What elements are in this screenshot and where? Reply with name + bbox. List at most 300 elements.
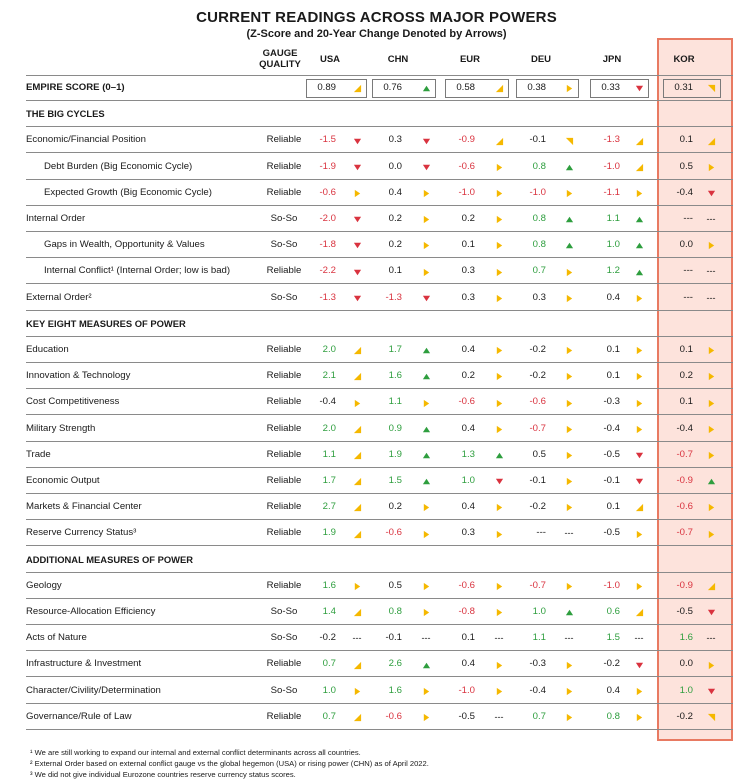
score-kor: 0.0	[679, 658, 693, 670]
empire-score-row	[26, 75, 733, 101]
arrow-down-right-icon	[703, 75, 719, 101]
arrow-down-icon	[703, 180, 719, 206]
arrow-right-icon	[418, 232, 434, 258]
arrow-up-right-icon	[631, 127, 647, 153]
score-usa: 1.6	[322, 579, 336, 591]
arrow-right-icon	[491, 180, 507, 206]
arrow-up-right-icon	[349, 442, 365, 468]
arrow-right-icon	[631, 573, 647, 599]
score-chn: -0.6	[385, 710, 402, 722]
table-row	[26, 389, 733, 415]
row-label: External Order²	[26, 291, 92, 303]
arrow-up-icon	[418, 337, 434, 363]
arrow-up-icon	[703, 468, 719, 494]
score-kor: -0.7	[676, 448, 693, 460]
score-eur: -0.6	[458, 579, 475, 591]
no-change-dash: ---	[352, 633, 362, 644]
score-usa: 1.7	[322, 475, 336, 486]
score-eur: -0.9	[458, 134, 475, 146]
no-change-dash: ---	[706, 266, 716, 277]
arrow-right-icon	[561, 468, 577, 494]
score-usa: 2.0	[322, 422, 336, 434]
table-row	[26, 468, 733, 494]
arrow-up-right-icon	[349, 704, 365, 730]
arrow-right-icon	[703, 442, 719, 468]
gauge-quality: Reliable	[266, 186, 302, 198]
table-top-border	[26, 75, 733, 76]
no-change-dash: ---	[706, 633, 716, 644]
score-deu: -0.7	[529, 422, 546, 434]
arrow-right-icon	[349, 389, 365, 415]
score-usa: -2.0	[319, 213, 336, 224]
score-deu: -0.2	[529, 344, 546, 355]
arrow-right-icon	[491, 258, 507, 284]
arrow-up-right-icon	[349, 337, 365, 363]
arrow-up-icon	[631, 206, 647, 232]
gauge-header-line1: GAUGE	[262, 48, 298, 59]
gauge-quality: So-So	[270, 684, 298, 696]
arrow-right-icon	[703, 363, 719, 389]
table-row	[26, 520, 733, 546]
score-usa: -2.2	[319, 265, 336, 277]
no-change-dash: ---	[421, 633, 431, 644]
score-jpn: -1.1	[603, 186, 620, 198]
row-label: Expected Growth (Big Economic Cycle)	[44, 186, 212, 198]
row-label: Governance/Rule of Law	[26, 710, 132, 722]
arrow-right-icon	[418, 206, 434, 232]
row-label: EMPIRE SCORE (0–1)	[26, 82, 125, 93]
row-label: Character/Civility/Determination	[26, 684, 161, 696]
arrow-right-icon	[418, 389, 434, 415]
arrow-right-icon	[631, 704, 647, 730]
arrow-up-right-icon	[491, 127, 507, 153]
table-row	[26, 625, 733, 651]
no-change-dash: ---	[634, 633, 644, 644]
score-usa: 0.89	[317, 82, 336, 93]
arrow-down-icon	[349, 127, 365, 153]
arrow-right-icon	[418, 258, 434, 284]
arrow-right-icon	[418, 704, 434, 730]
table-row	[26, 494, 733, 520]
score-eur: -0.6	[458, 396, 475, 408]
row-label: Resource-Allocation Efficiency	[26, 606, 156, 617]
country-header-kor: KOR	[673, 54, 695, 65]
score-eur: -0.8	[458, 606, 475, 617]
country-header-usa: USA	[319, 54, 341, 65]
arrow-right-icon	[491, 285, 507, 311]
arrow-up-icon	[418, 75, 434, 101]
arrow-right-icon	[703, 494, 719, 520]
row-divider	[26, 729, 733, 730]
footnote: ² External Order based on external conflict gauge vs the global hegemon (USA) or rising power (CHN) as of April 2022.	[30, 759, 429, 768]
score-eur: 0.1	[461, 632, 475, 644]
score-eur: 0.2	[461, 213, 475, 224]
gauge-quality: So-So	[270, 239, 298, 251]
score-eur: -1.0	[458, 684, 475, 696]
score-eur: 0.2	[461, 370, 475, 382]
score-chn: 0.1	[388, 265, 402, 277]
arrow-up-right-icon	[631, 599, 647, 625]
row-label: Geology	[26, 579, 62, 591]
arrow-right-icon	[561, 416, 577, 442]
arrow-down-icon	[491, 468, 507, 494]
country-header-deu: DEU	[530, 54, 552, 65]
arrow-right-icon	[631, 285, 647, 311]
score-jpn: -1.0	[603, 579, 620, 591]
gauge-quality: Reliable	[266, 160, 302, 172]
arrow-up-icon	[418, 442, 434, 468]
arrow-up-icon	[561, 154, 577, 180]
gauge-quality: Reliable	[266, 527, 302, 539]
table-row	[26, 154, 733, 180]
arrow-up-right-icon	[349, 494, 365, 520]
score-deu: -0.4	[529, 684, 546, 696]
row-label: Cost Competitiveness	[26, 396, 120, 408]
score-kor: 0.0	[679, 239, 693, 251]
score-jpn: -0.3	[603, 396, 620, 408]
arrow-right-icon	[418, 599, 434, 625]
score-chn: -1.3	[385, 291, 402, 303]
score-chn: 1.6	[388, 684, 402, 696]
score-eur: 0.4	[461, 344, 475, 355]
gauge-quality: So-So	[270, 606, 298, 617]
arrow-right-icon	[631, 520, 647, 546]
arrow-right-icon	[631, 389, 647, 415]
arrow-right-icon	[703, 154, 719, 180]
score-deu: 0.3	[532, 291, 546, 303]
score-usa: 1.9	[322, 527, 336, 539]
arrow-right-icon	[491, 520, 507, 546]
table-row	[26, 573, 733, 599]
score-deu: 0.8	[532, 213, 546, 224]
arrow-down-icon	[703, 678, 719, 704]
score-eur: 0.3	[461, 291, 475, 303]
arrow-right-icon	[491, 363, 507, 389]
gauge-quality: Reliable	[266, 370, 302, 382]
section-label: KEY EIGHT MEASURES OF POWER	[26, 317, 186, 329]
score-chn: 2.6	[388, 658, 402, 670]
score-chn: 0.9	[388, 422, 402, 434]
score-deu: -0.6	[529, 396, 546, 408]
score-kor: 0.1	[679, 344, 693, 355]
arrow-down-icon	[349, 285, 365, 311]
gauge-quality: Reliable	[266, 501, 302, 513]
arrow-right-icon	[561, 651, 577, 677]
score-deu: -0.7	[529, 579, 546, 591]
score-eur: 0.4	[461, 658, 475, 670]
score-chn: 0.3	[388, 134, 402, 146]
arrow-right-icon	[561, 180, 577, 206]
row-label: Markets & Financial Center	[26, 501, 142, 513]
score-usa: 2.0	[322, 344, 336, 355]
score-usa: 0.7	[322, 710, 336, 722]
score-eur: -1.0	[458, 186, 475, 198]
score-jpn: 0.8	[606, 710, 620, 722]
score-chn: -0.6	[385, 527, 402, 539]
arrow-up-icon	[631, 232, 647, 258]
arrow-up-right-icon	[631, 154, 647, 180]
score-kor: 0.5	[679, 160, 693, 172]
gauge-quality: Reliable	[266, 134, 302, 146]
score-jpn: 0.1	[606, 501, 620, 513]
arrow-right-icon	[418, 678, 434, 704]
score-usa: 2.7	[322, 501, 336, 513]
section-header-row	[26, 547, 733, 573]
arrow-down-right-icon	[703, 704, 719, 730]
score-chn: 1.9	[388, 448, 402, 460]
score-eur: 0.4	[461, 501, 475, 513]
score-eur: 0.1	[461, 239, 475, 251]
score-usa: -0.2	[319, 632, 336, 644]
gauge-quality: Reliable	[266, 344, 302, 355]
arrow-right-icon	[491, 154, 507, 180]
arrow-up-right-icon	[631, 494, 647, 520]
arrow-right-icon	[491, 232, 507, 258]
row-label: Reserve Currency Status³	[26, 527, 137, 539]
score-kor: -0.4	[676, 186, 693, 198]
score-chn: 0.2	[388, 213, 402, 224]
arrow-up-right-icon	[349, 599, 365, 625]
score-deu: -0.3	[529, 658, 546, 670]
gauge-quality-header	[248, 48, 312, 70]
score-kor: ---	[683, 291, 693, 303]
table-row	[26, 180, 733, 206]
score-jpn: -0.5	[603, 527, 620, 539]
footnote: ³ We did not give individual Eurozone countries reserve currency status scores.	[30, 770, 296, 779]
row-label: Internal Order	[26, 213, 86, 224]
table-row	[26, 442, 733, 468]
gauge-quality: Reliable	[266, 658, 302, 670]
table-row	[26, 258, 733, 284]
table-row	[26, 206, 733, 232]
arrow-right-icon	[418, 520, 434, 546]
no-change-dash: ---	[706, 292, 716, 303]
score-eur: 0.4	[461, 422, 475, 434]
arrow-right-icon	[491, 416, 507, 442]
score-eur: 1.3	[461, 448, 475, 460]
arrow-right-icon	[703, 337, 719, 363]
score-usa: -1.5	[319, 134, 336, 146]
score-usa: 1.4	[322, 606, 336, 617]
score-jpn: -0.2	[603, 658, 620, 670]
score-jpn: 0.1	[606, 344, 620, 355]
score-jpn: 0.4	[606, 684, 620, 696]
score-jpn: 0.6	[606, 606, 620, 617]
arrow-right-icon	[491, 337, 507, 363]
score-chn: 0.2	[388, 501, 402, 513]
score-deu: 1.1	[532, 632, 546, 644]
arrow-up-icon	[561, 206, 577, 232]
arrow-right-icon	[561, 75, 577, 101]
score-kor: ---	[683, 265, 693, 277]
score-deu: 0.7	[532, 265, 546, 277]
score-chn: 0.8	[388, 606, 402, 617]
arrow-right-icon	[349, 573, 365, 599]
country-header-eur: EUR	[459, 54, 481, 65]
arrow-up-icon	[418, 363, 434, 389]
score-chn: 1.6	[388, 370, 402, 382]
arrow-down-icon	[631, 75, 647, 101]
arrow-down-icon	[631, 651, 647, 677]
score-deu: -0.2	[529, 370, 546, 382]
table-row	[26, 285, 733, 311]
score-deu: 0.7	[532, 710, 546, 722]
section-header-row	[26, 101, 733, 127]
score-usa: 0.7	[322, 658, 336, 670]
score-kor: 0.31	[674, 82, 693, 93]
gauge-quality: Reliable	[266, 710, 302, 722]
arrow-right-icon	[561, 258, 577, 284]
arrow-right-icon	[418, 180, 434, 206]
score-jpn: 0.4	[606, 291, 620, 303]
section-label: ADDITIONAL MEASURES OF POWER	[26, 553, 194, 565]
score-deu: ---	[536, 527, 546, 539]
arrow-up-right-icon	[491, 75, 507, 101]
arrow-right-icon	[561, 389, 577, 415]
row-label: Innovation & Technology	[26, 370, 131, 382]
no-change-dash: ---	[564, 633, 574, 644]
row-label: Military Strength	[26, 422, 96, 434]
score-deu: 1.0	[532, 606, 546, 617]
no-change-dash: ---	[564, 528, 574, 539]
score-kor: -0.9	[676, 579, 693, 591]
arrow-up-right-icon	[349, 468, 365, 494]
row-label: Economic Output	[26, 475, 100, 486]
table-row	[26, 416, 733, 442]
arrow-down-icon	[631, 442, 647, 468]
row-label: Acts of Nature	[26, 632, 87, 644]
score-chn: 0.2	[388, 239, 402, 251]
arrow-up-icon	[418, 651, 434, 677]
score-deu: 0.5	[532, 448, 546, 460]
score-kor: 0.1	[679, 396, 693, 408]
arrow-right-icon	[703, 651, 719, 677]
arrow-right-icon	[561, 442, 577, 468]
score-deu: 0.8	[532, 160, 546, 172]
score-deu: 0.38	[527, 82, 546, 93]
gauge-quality: So-So	[270, 213, 298, 224]
score-kor: -0.4	[676, 422, 693, 434]
score-jpn: 0.1	[606, 370, 620, 382]
arrow-right-icon	[561, 494, 577, 520]
table-row	[26, 599, 733, 625]
gauge-quality: Reliable	[266, 396, 302, 408]
score-jpn: 1.0	[606, 239, 620, 251]
score-jpn: -1.3	[603, 134, 620, 146]
row-label: Economic/Financial Position	[26, 134, 146, 146]
country-header-jpn: JPN	[602, 54, 622, 65]
score-jpn: -0.5	[603, 448, 620, 460]
no-change-dash: ---	[494, 711, 504, 722]
score-jpn: 1.1	[606, 213, 620, 224]
arrow-right-icon	[349, 678, 365, 704]
score-kor: 0.2	[679, 370, 693, 382]
arrow-right-icon	[561, 285, 577, 311]
arrow-up-right-icon	[349, 75, 365, 101]
arrow-right-icon	[561, 573, 577, 599]
no-change-dash: ---	[494, 633, 504, 644]
arrow-right-icon	[418, 573, 434, 599]
gauge-quality: Reliable	[266, 265, 302, 277]
gauge-quality: So-So	[270, 632, 298, 644]
score-jpn: -1.0	[603, 160, 620, 172]
score-deu: -0.1	[529, 475, 546, 486]
score-chn: -0.1	[385, 632, 402, 644]
arrow-up-right-icon	[349, 651, 365, 677]
score-chn: 0.5	[388, 579, 402, 591]
arrow-down-icon	[349, 258, 365, 284]
score-deu: 0.8	[532, 239, 546, 251]
arrow-right-icon	[703, 520, 719, 546]
score-kor: -0.6	[676, 501, 693, 513]
row-label: Education	[26, 344, 69, 355]
score-deu: -0.1	[529, 134, 546, 146]
table-row	[26, 127, 733, 153]
score-kor: ---	[683, 213, 693, 224]
arrow-right-icon	[491, 206, 507, 232]
score-jpn: 1.2	[606, 265, 620, 277]
arrow-up-right-icon	[349, 363, 365, 389]
score-eur: 0.3	[461, 527, 475, 539]
arrow-right-icon	[703, 232, 719, 258]
arrow-down-icon	[631, 468, 647, 494]
arrow-up-icon	[418, 416, 434, 442]
gauge-header-line2: QUALITY	[259, 59, 301, 70]
arrow-down-icon	[349, 206, 365, 232]
country-header-chn: CHN	[387, 54, 409, 65]
arrow-up-icon	[561, 599, 577, 625]
no-change-dash: ---	[706, 214, 716, 224]
score-chn: 1.5	[388, 475, 402, 486]
row-label: Infrastructure & Investment	[26, 658, 142, 670]
arrow-right-icon	[631, 678, 647, 704]
score-chn: 0.76	[383, 82, 402, 93]
row-label: Debt Burden (Big Economic Cycle)	[44, 160, 193, 172]
gauge-quality: Reliable	[266, 422, 302, 434]
score-kor: -0.7	[676, 527, 693, 539]
score-jpn: 1.5	[606, 632, 620, 644]
score-usa: 2.1	[322, 370, 336, 382]
arrow-right-icon	[703, 389, 719, 415]
page-subtitle: (Z-Score and 20-Year Change Denoted by Arrows)	[246, 28, 507, 40]
score-chn: 1.7	[388, 344, 402, 355]
gauge-quality: So-So	[270, 291, 298, 303]
arrow-right-icon	[561, 363, 577, 389]
score-chn: 1.1	[388, 396, 402, 408]
score-usa: -1.9	[319, 160, 336, 172]
arrow-up-right-icon	[349, 520, 365, 546]
score-jpn: 0.33	[601, 82, 620, 93]
arrow-up-icon	[631, 258, 647, 284]
table-row	[26, 232, 733, 258]
gauge-quality: Reliable	[266, 579, 302, 591]
score-kor: -0.2	[676, 710, 693, 722]
section-label: THE BIG CYCLES	[26, 108, 105, 120]
table-row	[26, 363, 733, 389]
score-kor: 1.0	[679, 684, 693, 696]
gauge-quality: Reliable	[266, 475, 302, 486]
arrow-right-icon	[631, 416, 647, 442]
score-usa: 1.0	[322, 684, 336, 696]
arrow-right-icon	[561, 678, 577, 704]
score-chn: 0.0	[388, 160, 402, 172]
score-deu: -0.2	[529, 501, 546, 513]
footnote: ¹ We are still working to expand our internal and external conflict determinants across all countries.	[30, 748, 361, 757]
arrow-right-icon	[561, 704, 577, 730]
arrow-right-icon	[631, 180, 647, 206]
arrow-down-icon	[418, 154, 434, 180]
score-eur: 0.3	[461, 265, 475, 277]
